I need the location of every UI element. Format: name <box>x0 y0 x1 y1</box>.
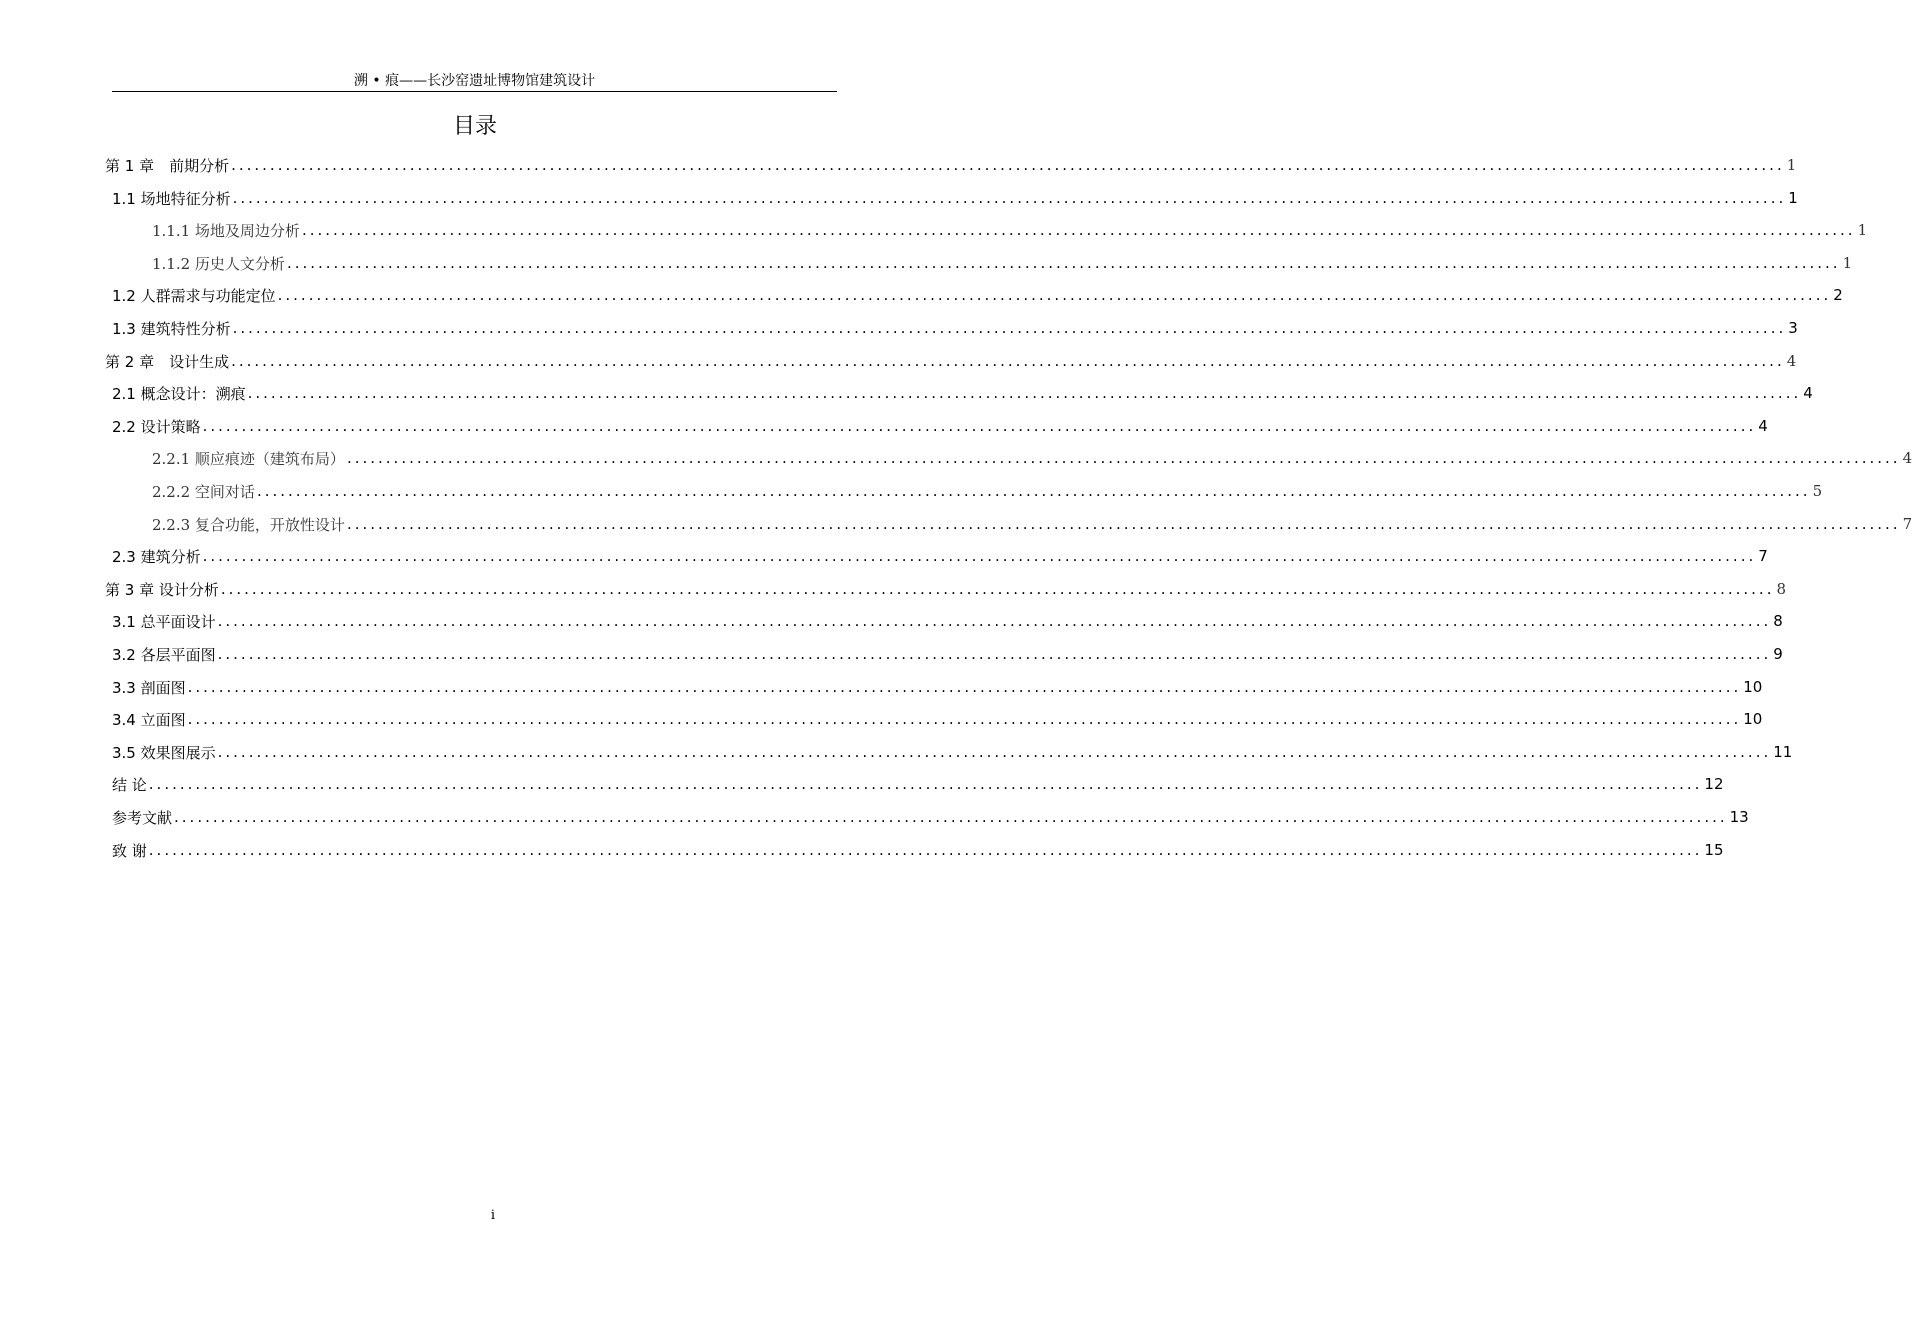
header-divider <box>112 91 837 92</box>
toc-entry[interactable] <box>152 214 1868 246</box>
toc-entry-page: 2 <box>1833 286 1843 304</box>
toc-entry-page: 9 <box>1773 645 1783 663</box>
toc-entry-label: 3.4 立面图 <box>112 710 186 729</box>
toc-leader-dots: ........................................................................................................................................................................................................ <box>346 449 1901 467</box>
toc-leader-dots: ........................................................................................................................................................................................................ <box>231 352 1785 370</box>
toc-entry-label: 1.3 建筑特性分析 <box>112 319 231 338</box>
toc-entry-page: 11 <box>1773 743 1793 761</box>
toc-entry-label: 3.1 总平面设计 <box>112 612 216 631</box>
toc-entry[interactable] <box>112 834 1724 866</box>
toc-entry-page: 15 <box>1704 841 1724 859</box>
toc-entry-page: 1 <box>1788 189 1798 207</box>
toc-leader-dots: ........................................................................................................................................................................................................ <box>187 678 1742 696</box>
toc-leader-dots: ........................................................................................................................................................................................................ <box>217 743 1772 761</box>
toc-entry-page: 4 <box>1803 384 1813 402</box>
toc-entry-page: 1 <box>1857 221 1868 239</box>
toc-entry-page: 8 <box>1776 580 1787 598</box>
toc-entry-page: 5 <box>1812 482 1823 500</box>
toc-entry[interactable] <box>112 768 1724 800</box>
toc-leader-dots: ........................................................................................................................................................................................................ <box>202 417 1757 435</box>
toc-entry-page: 1 <box>1786 156 1797 174</box>
toc-leader-dots: ........................................................................................................................................................................................................ <box>220 580 1775 598</box>
toc-entry-page: 3 <box>1788 319 1798 337</box>
toc-leader-dots: ........................................................................................................................................................................................................ <box>232 319 1787 337</box>
toc-entry[interactable] <box>152 475 1823 507</box>
toc-entry-label: 1.1.2 历史人文分析 <box>152 254 285 273</box>
toc-leader-dots: ........................................................................................................................................................................................................ <box>148 841 1703 859</box>
toc-entry-label: 2.3 建筑分析 <box>112 547 201 566</box>
toc-entry-label: 1.1 场地特征分析 <box>112 189 231 208</box>
toc-entry-label: 1.2 人群需求与功能定位 <box>112 286 276 305</box>
toc-entry-label: 致 谢 <box>112 841 147 860</box>
toc-entry-page: 4 <box>1902 449 1912 467</box>
toc-entry-label: 3.2 各层平面图 <box>112 645 216 664</box>
toc-entry-label: 第 1 章 前期分析 <box>105 156 230 175</box>
toc-leader-dots: ........................................................................................................................................................................................................ <box>277 286 1832 304</box>
toc-entry[interactable] <box>112 377 1813 409</box>
toc-entry-label: 第 3 章 设计分析 <box>105 580 219 599</box>
toc-entry[interactable] <box>112 801 1749 833</box>
toc-entry[interactable] <box>112 638 1783 670</box>
toc-entry[interactable] <box>152 247 1853 279</box>
toc-leader-dots: ........................................................................................................................................................................................................ <box>301 221 1856 239</box>
toc-entry-label: 参考文献 <box>112 808 173 827</box>
toc-entry-page: 7 <box>1902 515 1912 533</box>
toc-entry[interactable] <box>105 573 1787 605</box>
toc-entry-page: 8 <box>1773 612 1783 630</box>
toc-entry[interactable] <box>112 279 1843 311</box>
toc-entry-label: 3.3 剖面图 <box>112 678 186 697</box>
toc-leader-dots: ........................................................................................................................................................................................................ <box>286 254 1841 272</box>
toc-entry[interactable] <box>112 736 1793 768</box>
toc-leader-dots: ........................................................................................................................................................................................................ <box>174 808 1728 826</box>
toc-title: 目录 <box>452 114 497 139</box>
toc-entry-label: 2.2 设计策略 <box>112 417 201 436</box>
toc-entry[interactable] <box>112 410 1768 442</box>
page-number: i <box>490 1208 496 1223</box>
toc-entry-label: 第 2 章 设计生成 <box>105 352 230 371</box>
toc-entry[interactable] <box>112 540 1768 572</box>
running-header: 溯 • 痕——长沙窑遗址博物馆建筑设计 <box>353 73 596 89</box>
toc-entry-page: 4 <box>1758 417 1768 435</box>
toc-leader-dots: ........................................................................................................................................................................................................ <box>187 710 1742 728</box>
toc-entry-label: 结 论 <box>112 775 147 794</box>
toc-entry-label: 2.2.1 顺应痕迹（建筑布局） <box>152 449 345 468</box>
toc-entry-page: 7 <box>1758 547 1768 565</box>
toc-leader-dots: ........................................................................................................................................................................................................ <box>346 515 1901 533</box>
toc-entry[interactable] <box>112 182 1798 214</box>
toc-entry-page: 12 <box>1704 775 1724 793</box>
toc-entry[interactable] <box>112 671 1763 703</box>
toc-entry[interactable] <box>112 605 1783 637</box>
toc-leader-dots: ........................................................................................................................................................................................................ <box>232 189 1787 207</box>
toc-leader-dots: ........................................................................................................................................................................................................ <box>217 645 1772 663</box>
toc-entry-page: 1 <box>1842 254 1853 272</box>
toc-entry-page: 10 <box>1743 678 1763 696</box>
toc-leader-dots: ........................................................................................................................................................................................................ <box>217 612 1772 630</box>
toc-entry[interactable] <box>152 442 1912 474</box>
toc-entry-label: 2.2.2 空间对话 <box>152 482 255 501</box>
toc-entry-label: 1.1.1 场地及周边分析 <box>152 221 300 240</box>
toc-leader-dots: ........................................................................................................................................................................................................ <box>148 775 1703 793</box>
toc-leader-dots: ........................................................................................................................................................................................................ <box>256 482 1811 500</box>
toc-entry-page: 4 <box>1786 352 1797 370</box>
toc-entry-page: 10 <box>1743 710 1763 728</box>
toc-entry-label: 3.5 效果图展示 <box>112 743 216 762</box>
toc-entry-page: 13 <box>1729 808 1749 826</box>
toc-leader-dots: ........................................................................................................................................................................................................ <box>202 547 1757 565</box>
toc-leader-dots: ........................................................................................................................................................................................................ <box>231 156 1785 174</box>
toc-leader-dots: ........................................................................................................................................................................................................ <box>247 384 1802 402</box>
toc-entry[interactable] <box>112 312 1798 344</box>
toc-entry[interactable] <box>105 345 1797 377</box>
toc-entry[interactable] <box>112 703 1763 735</box>
toc-entry[interactable] <box>152 508 1912 540</box>
toc-entry-label: 2.1 概念设计：溯痕 <box>112 384 246 403</box>
toc-entry[interactable] <box>105 149 1797 181</box>
toc-entry-label: 2.2.3 复合功能，开放性设计 <box>152 515 345 534</box>
